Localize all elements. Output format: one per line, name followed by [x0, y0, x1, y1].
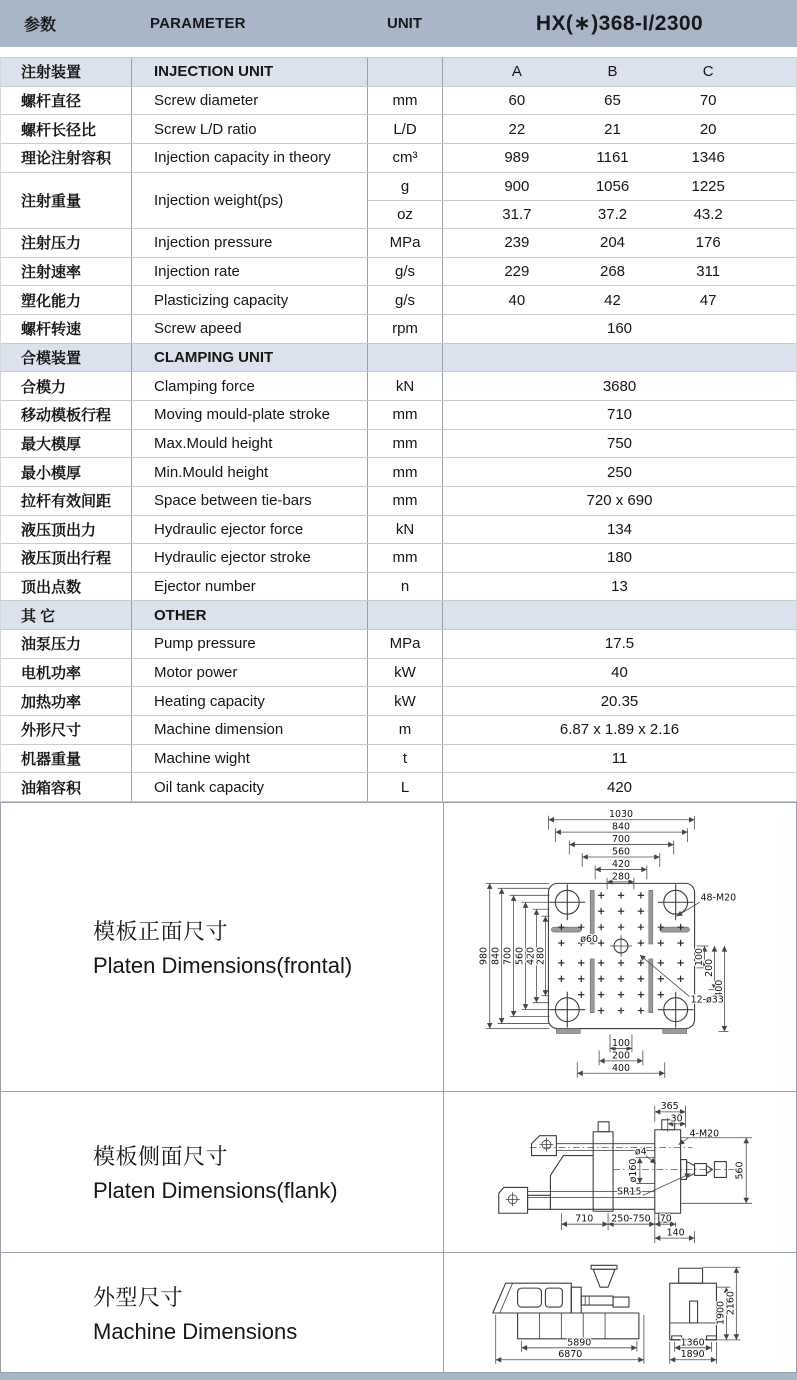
dimension-label: 70 [659, 1213, 672, 1225]
value-a: 900 [504, 177, 530, 195]
param-cn: 液压顶出力 [1, 516, 132, 544]
value-a: 229 [504, 262, 530, 280]
value-b: 65 [604, 91, 621, 109]
col-a: A [511, 63, 522, 81]
value-span [443, 401, 796, 429]
unit-cell [368, 58, 443, 86]
value-b: 204 [599, 234, 626, 252]
param-en: Hydraulic ejector stroke [132, 544, 368, 572]
table-row [1, 687, 796, 716]
value-cells [443, 87, 796, 115]
header-param-en: PARAMETER [150, 15, 246, 32]
section-cn: 其 它 [1, 601, 132, 629]
dimension-label: 100 [611, 1037, 631, 1049]
value-a: 60 [508, 91, 526, 109]
section-cn: 注射装置 [1, 58, 132, 86]
unit-cell: mm [368, 487, 443, 515]
dimension-label: 200 [703, 958, 715, 977]
value-cells [443, 144, 796, 172]
dimension-label: 700 [611, 834, 631, 846]
param-cn: 螺杆转速 [1, 315, 132, 343]
unit-cell: g/s [368, 258, 443, 286]
param-cn: 加热功率 [1, 687, 132, 715]
param-en: Motor power [132, 659, 368, 687]
param-en: Clamping force [132, 372, 368, 400]
unit-cell: rpm [368, 315, 443, 343]
value: 20.35 [600, 692, 639, 710]
unit-cell: oz [368, 201, 443, 228]
dimension-label: 2160 [725, 1291, 737, 1316]
value-c: 47 [699, 291, 717, 309]
center-hole-label: ø60 [580, 934, 599, 946]
param-en: Machine wight [132, 745, 368, 773]
param-cn: 拉杆有效间距 [1, 487, 132, 515]
dimension-label: 365 [660, 1100, 679, 1112]
platen-frontal-diagram [444, 803, 796, 1091]
unit-cell: t [368, 745, 443, 773]
param-cn: 油泵压力 [1, 630, 132, 658]
machine-dimensions-diagram [444, 1253, 796, 1372]
value: 17.5 [604, 635, 635, 653]
value-cells [443, 115, 796, 143]
param-cn: 理论注射容积 [1, 144, 132, 172]
panel-label [1, 1253, 444, 1372]
table-row [1, 516, 796, 545]
table-row [1, 745, 796, 774]
value-a: 239 [504, 234, 530, 252]
table-row [1, 115, 796, 144]
sub-row-oz [368, 201, 796, 228]
unit-cell: kW [368, 687, 443, 715]
dimension-label: 400 [611, 1062, 631, 1074]
panel-machine-dimensions [0, 1253, 797, 1373]
value-span [443, 773, 796, 801]
double-row-values [368, 173, 796, 228]
param-en: Screw diameter [132, 87, 368, 115]
param-en: Injection capacity in theory [132, 144, 368, 172]
panel-diagram [444, 803, 796, 1091]
value-b: 21 [604, 120, 621, 138]
table-row [1, 630, 796, 659]
value-b: 42 [604, 291, 621, 309]
table-row [1, 773, 796, 802]
param-en: Space between tie-bars [132, 487, 368, 515]
panel-platen-flank [0, 1092, 797, 1253]
param-en: Min.Mould height [132, 458, 368, 486]
header-param-cn: 参数 [24, 17, 57, 34]
param-cn: 注射压力 [1, 229, 132, 257]
dimension-label: 140 [666, 1227, 685, 1239]
panel-title-en: Platen Dimensions(frontal) [93, 953, 353, 978]
value-b: 1056 [595, 177, 630, 195]
dimension-label: 980 [478, 946, 490, 965]
param-en: Hydraulic ejector force [132, 516, 368, 544]
unit-cell: L/D [368, 115, 443, 143]
dimension-label: 200 [611, 1050, 631, 1062]
panel-diagram [444, 1092, 796, 1252]
value-span [443, 458, 796, 486]
unit-cell: m [368, 716, 443, 744]
param-cn: 机器重量 [1, 745, 132, 773]
section-row-clamping [1, 344, 796, 373]
param-cn: 螺杆长径比 [1, 115, 132, 143]
param-cn: 塑化能力 [1, 286, 132, 314]
abc-header [443, 58, 796, 86]
dimension-label: 280 [611, 871, 631, 883]
table-row [1, 544, 796, 573]
value: 160 [606, 320, 633, 338]
param-cn: 螺杆直径 [1, 87, 132, 115]
param-cn: 注射速率 [1, 258, 132, 286]
dimension-label: 5890 [567, 1337, 592, 1349]
value-cells [443, 173, 796, 200]
panel-title-cn: 外型尺寸 [93, 1284, 184, 1310]
col-b: B [607, 63, 618, 81]
value-a: 22 [508, 120, 526, 138]
param-en: Screw apeed [132, 315, 368, 343]
bottom-accent-strip [0, 1373, 797, 1380]
param-en: Injection pressure [132, 229, 368, 257]
param-en: Plasticizing capacity [132, 286, 368, 314]
table-row [1, 258, 796, 287]
param-en: Injection weight(ps) [132, 173, 368, 228]
value-b: 268 [599, 262, 626, 280]
param-cn: 外形尺寸 [1, 716, 132, 744]
table-row [1, 716, 796, 745]
table-row [1, 372, 796, 401]
dimension-label: 560 [734, 1161, 746, 1180]
table-row [1, 659, 796, 688]
section-cn: 合模装置 [1, 344, 132, 372]
dimension-label: 250-750 [611, 1213, 651, 1225]
dimension-label: 1890 [680, 1349, 705, 1361]
value-b: 37.2 [597, 205, 628, 223]
table-row [1, 286, 796, 315]
value-c: 176 [695, 234, 721, 252]
unit-cell: L [368, 773, 443, 801]
header-model: HX(∗)368-I/2300 [535, 12, 704, 35]
value-cells [443, 229, 796, 257]
unit-cell: mm [368, 458, 443, 486]
dimension-label: 560 [514, 946, 526, 965]
value-a: 989 [504, 149, 530, 167]
value-cells [443, 601, 796, 629]
value-cells [443, 201, 796, 228]
param-cn: 最大模厚 [1, 430, 132, 458]
unit-cell: n [368, 573, 443, 601]
value-span [443, 687, 796, 715]
dimension-label: 6870 [558, 1349, 583, 1361]
dimension-label: 840 [490, 946, 502, 965]
value-span [443, 516, 796, 544]
param-cn: 最小模厚 [1, 458, 132, 486]
unit-cell: kN [368, 516, 443, 544]
panel-title-cn: 模板正面尺寸 [93, 919, 229, 944]
dimension-label: 400 [713, 979, 725, 998]
table-row [1, 573, 796, 602]
value: 710 [606, 406, 633, 424]
section-en: CLAMPING UNIT [132, 344, 368, 372]
value-span [443, 630, 796, 658]
param-en: Moving mould-plate stroke [132, 401, 368, 429]
param-en: Ejector number [132, 573, 368, 601]
param-en: Machine dimension [132, 716, 368, 744]
dimension-label: 420 [525, 946, 537, 965]
value: 420 [606, 778, 633, 796]
value-span [443, 659, 796, 687]
param-en: Screw L/D ratio [132, 115, 368, 143]
value-span [443, 315, 796, 343]
value-span [443, 716, 796, 744]
table-row [1, 430, 796, 459]
param-cn: 注射重量 [1, 173, 132, 228]
value-c: 43.2 [693, 205, 723, 223]
table-row [1, 229, 796, 258]
value-span [443, 573, 796, 601]
unit-cell: g/s [368, 286, 443, 314]
value-span [443, 372, 796, 400]
table-row [1, 315, 796, 344]
dimension-label: 1900 [715, 1300, 727, 1326]
param-cn: 移动模板行程 [1, 401, 132, 429]
value-c: 1346 [691, 149, 725, 167]
unit-cell: mm [368, 544, 443, 572]
unit-cell [368, 344, 443, 372]
value-span [443, 544, 796, 572]
spec-table [0, 57, 797, 802]
panel-diagram [444, 1253, 796, 1372]
table-row [1, 144, 796, 173]
unit-cell: kN [368, 372, 443, 400]
unit-cell: mm [368, 430, 443, 458]
value-b: 1161 [596, 149, 629, 167]
unit-cell: MPa [368, 630, 443, 658]
dimension-label: 1360 [680, 1337, 705, 1349]
unit-cell: MPa [368, 229, 443, 257]
sub-row-g [368, 173, 796, 201]
param-cn: 合模力 [1, 372, 132, 400]
col-c: C [702, 63, 714, 81]
section-row-other [1, 601, 796, 630]
table-row [1, 487, 796, 516]
dimension-label: 1030 [608, 809, 634, 821]
value: 6.87 x 1.89 x 2.16 [559, 721, 680, 739]
param-en: Heating capacity [132, 687, 368, 715]
param-en: Max.Mould height [132, 430, 368, 458]
param-cn: 顶出点数 [1, 573, 132, 601]
unit-cell [368, 601, 443, 629]
value-span [443, 745, 796, 773]
table-row [1, 458, 796, 487]
value-c: 311 [696, 262, 721, 280]
value-a: 31.7 [502, 205, 532, 223]
panel-title-cn: 模板侧面尺寸 [93, 1144, 229, 1169]
param-en: Oil tank capacity [132, 773, 368, 801]
dimension-label: 710 [575, 1213, 594, 1225]
platen-flank-diagram [444, 1092, 796, 1252]
value-c: 70 [699, 91, 717, 109]
table-header-band [0, 0, 797, 47]
panel-label [1, 803, 444, 1091]
value: 13 [611, 578, 628, 596]
value-c: 1225 [691, 177, 725, 195]
value: 250 [606, 463, 633, 481]
dimension-label: 100 [694, 947, 706, 966]
unit-cell: cm³ [368, 144, 443, 172]
section-row-injection [1, 58, 796, 87]
value-span [443, 430, 796, 458]
param-cn: 液压顶出行程 [1, 544, 132, 572]
unit-cell: g [368, 173, 443, 200]
value: 180 [606, 549, 633, 567]
table-row [1, 401, 796, 430]
unit-cell: kW [368, 659, 443, 687]
param-cn: 电机功率 [1, 659, 132, 687]
param-en: Pump pressure [132, 630, 368, 658]
param-en: Injection rate [132, 258, 368, 286]
value: 40 [611, 664, 628, 682]
dimension-label: 700 [502, 946, 514, 965]
dimension-label: 560 [611, 846, 631, 858]
value: 3680 [602, 377, 637, 395]
unit-cell: mm [368, 401, 443, 429]
bolt-pattern-label: 48-M20 [700, 892, 737, 904]
panel-title-en: Platen Dimensions(flank) [93, 1178, 338, 1203]
value: 134 [606, 520, 633, 538]
value-cells [443, 258, 796, 286]
panel-title-en: Machine Dimensions [93, 1318, 298, 1344]
hole-pattern-label: 12-ø33 [690, 994, 724, 1006]
header-unit: UNIT [387, 15, 422, 32]
hole-label: ø4 [634, 1146, 647, 1158]
dimension-label: 420 [611, 858, 631, 870]
ring-label: ø160 [627, 1158, 639, 1183]
section-en: OTHER [132, 601, 368, 629]
value-a: 40 [508, 291, 526, 309]
unit-cell: mm [368, 87, 443, 115]
nozzle-radius-label: SR15 [617, 1186, 642, 1198]
param-cn: 油箱容积 [1, 773, 132, 801]
table-row [1, 87, 796, 116]
value: 11 [611, 750, 628, 768]
value: 720 x 690 [586, 492, 653, 510]
value-span [443, 487, 796, 515]
value-c: 20 [699, 120, 717, 138]
bolt-label: 4-M20 [689, 1128, 720, 1140]
value-cells [443, 286, 796, 314]
value: 750 [606, 434, 633, 452]
dimension-label: 30 [670, 1113, 683, 1125]
panel-platen-frontal [0, 802, 797, 1092]
value-cells [443, 344, 796, 372]
dimension-label: 840 [611, 821, 631, 833]
section-en: INJECTION UNIT [132, 58, 368, 86]
panel-label [1, 1092, 444, 1252]
table-row-injection-weight [1, 173, 796, 229]
dimension-label: 280 [535, 946, 547, 965]
